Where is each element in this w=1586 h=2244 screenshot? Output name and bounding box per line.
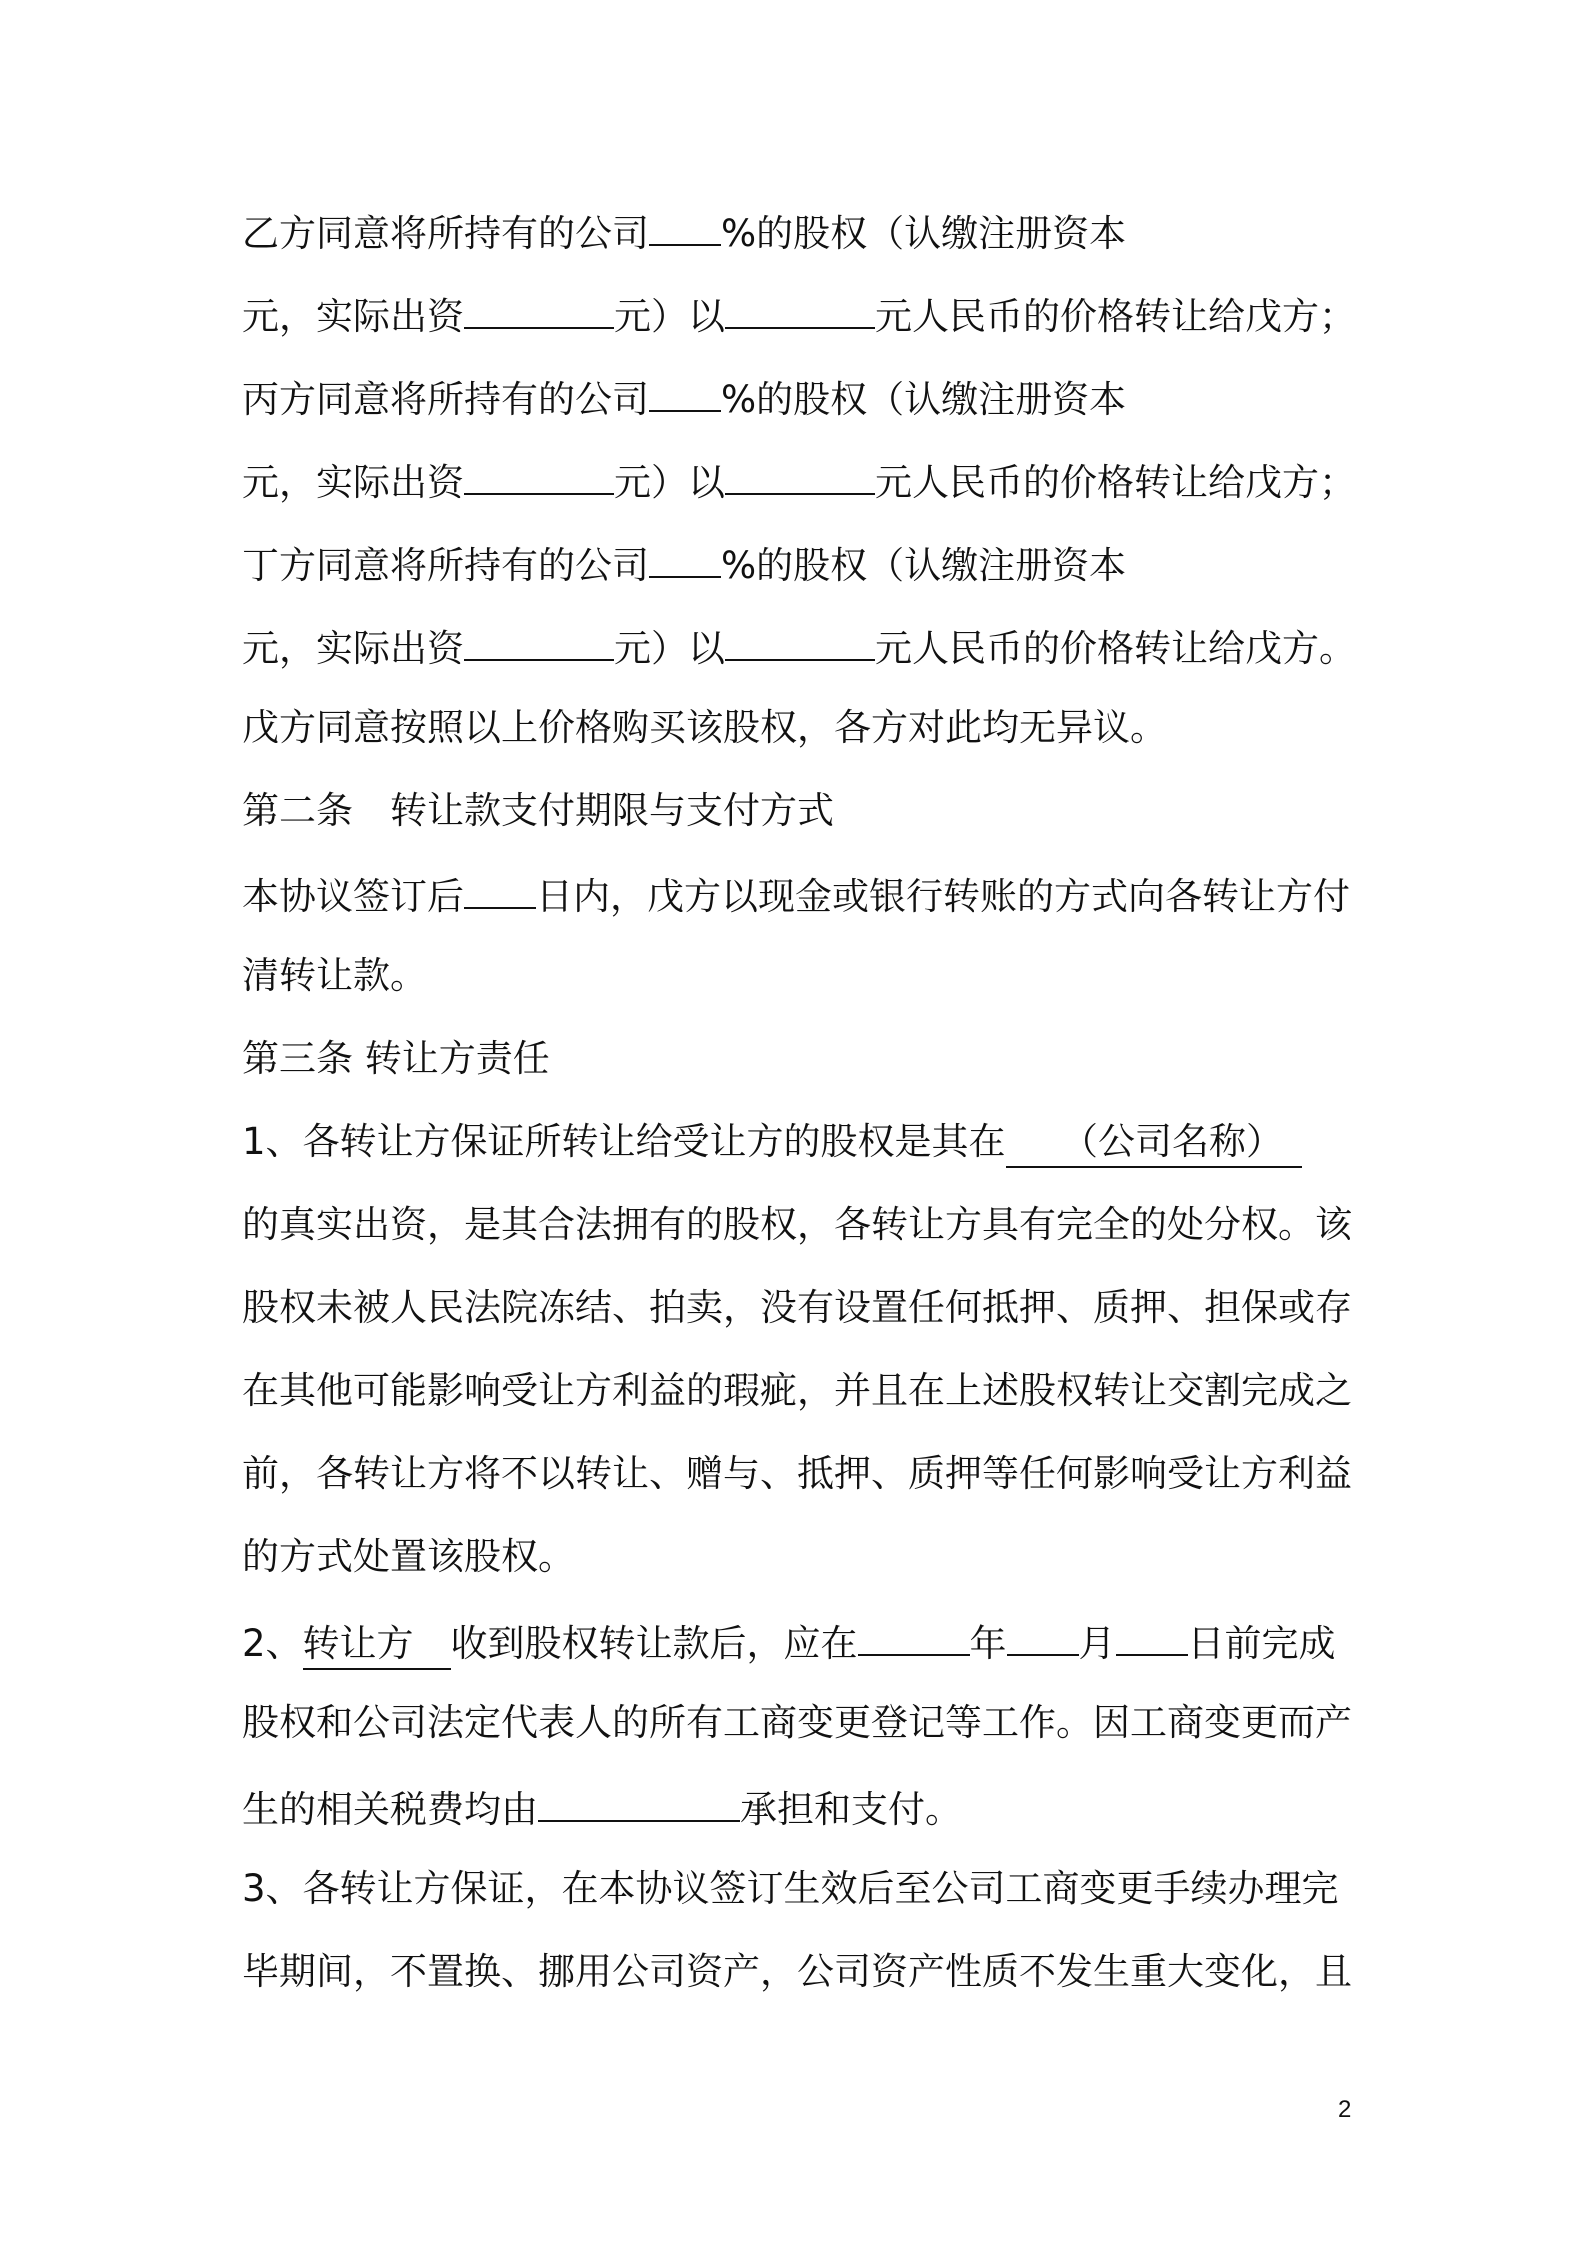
fill-in-blank <box>725 449 875 495</box>
fill-in-blank <box>725 283 875 329</box>
fill-in-blank <box>464 283 614 329</box>
page-number: 2 <box>1338 2096 1352 2123</box>
text-segment: 日内，戊方以现金或银行转账的方式向各转让方付 <box>536 875 1350 918</box>
text-line <box>242 1942 1352 2002</box>
text-segment: 丁方同意将所持有的公司 <box>242 544 649 587</box>
text-segment: 在其他可能影响受让方利益的瑕疵，并且在上述股权转让交割完成之 <box>242 1369 1352 1412</box>
text-segment: 收到股权转让款后，应在 <box>450 1622 858 1665</box>
text-line <box>242 615 1356 675</box>
text-segment: %的股权（认缴注册资本 <box>721 544 1127 587</box>
text-line <box>242 1195 1352 1255</box>
text-segment: 3、各转让方保证，在本协议签订生效后至公司工商变更手续办理完 <box>242 1867 1339 1910</box>
fill-in-blank <box>858 1610 970 1656</box>
fill-in-blank <box>725 615 875 661</box>
text-segment: 的真实出资，是其合法拥有的股权，各转让方具有完全的处分权。该 <box>242 1203 1352 1246</box>
text-segment: 元）以 <box>614 627 725 670</box>
text-segment: 月 <box>1078 1622 1116 1665</box>
text-segment: %的股权（认缴注册资本 <box>721 378 1127 421</box>
fill-in-blank <box>649 200 721 246</box>
text-segment: 元人民币的价格转让给戊方； <box>875 461 1356 504</box>
fill-in-blank <box>464 615 614 661</box>
text-segment: 年 <box>969 1622 1007 1665</box>
text-line <box>242 781 834 841</box>
fill-in-blank <box>538 1776 740 1822</box>
text-line <box>242 863 1350 923</box>
text-segment: 丙方同意将所持有的公司 <box>242 378 649 421</box>
text-segment: 元，实际出资 <box>242 627 464 670</box>
fill-in-blank <box>464 449 614 495</box>
text-segment: 前，各转让方将不以转让、赠与、抵押、质押等任何影响受让方利益 <box>242 1452 1352 1495</box>
text-line <box>242 449 1356 509</box>
text-segment: %的股权（认缴注册资本 <box>721 212 1127 255</box>
text-segment: 1、各转让方保证所转让给受让方的股权是其在 <box>242 1120 1006 1163</box>
text-segment: 元）以 <box>614 295 725 338</box>
text-segment: 元）以 <box>614 461 725 504</box>
text-segment: 乙方同意将所持有的公司 <box>242 212 649 255</box>
fill-in-blank <box>649 366 721 412</box>
text-segment: 第三条 转让方责任 <box>242 1037 550 1080</box>
text-line <box>242 1693 1352 1753</box>
text-line <box>242 366 1126 426</box>
text-line <box>242 1278 1352 1338</box>
text-line <box>242 1029 550 1089</box>
text-line <box>242 200 1126 260</box>
text-line <box>242 1776 962 1836</box>
text-segment: 股权和公司法定代表人的所有工商变更登记等工作。因工商变更而产 <box>242 1701 1352 1744</box>
fill-in-blank <box>464 863 536 909</box>
text-segment: 戊方同意按照以上价格购买该股权，各方对此均无异议。 <box>242 706 1167 749</box>
text-segment: 本协议签订后 <box>242 875 464 918</box>
text-segment: 第二条 转让款支付期限与支付方式 <box>242 789 834 832</box>
text-segment: 元人民币的价格转让给戊方。 <box>875 627 1356 670</box>
underlined-text: 转让方 <box>303 1620 451 1670</box>
text-line <box>242 1610 1336 1670</box>
text-segment: 承担和支付。 <box>740 1788 962 1831</box>
text-segment: 清转让款。 <box>242 954 427 997</box>
text-line <box>242 1444 1352 1504</box>
text-segment: 毕期间，不置换、挪用公司资产，公司资产性质不发生重大变化，且 <box>242 1950 1352 1993</box>
text-segment: 日前完成 <box>1187 1622 1336 1665</box>
text-segment: 元，实际出资 <box>242 461 464 504</box>
text-segment: 生的相关税费均由 <box>242 1788 538 1831</box>
text-line <box>242 1527 575 1587</box>
text-line <box>242 532 1126 592</box>
text-line <box>242 1859 1339 1919</box>
text-segment: 元，实际出资 <box>242 295 464 338</box>
fill-in-blank <box>649 532 721 578</box>
text-segment: 元人民币的价格转让给戊方； <box>875 295 1356 338</box>
text-line <box>242 283 1356 343</box>
fill-in-blank <box>1116 1610 1188 1656</box>
text-line <box>242 1112 1302 1172</box>
text-line <box>242 698 1167 758</box>
underlined-text: （公司名称） <box>1006 1118 1302 1168</box>
text-line <box>242 1361 1352 1421</box>
text-segment: 的方式处置该股权。 <box>242 1535 575 1578</box>
text-line <box>242 946 427 1006</box>
fill-in-blank <box>1007 1610 1079 1656</box>
text-segment: 股权未被人民法院冻结、拍卖，没有设置任何抵押、质押、担保或存 <box>242 1286 1352 1329</box>
text-segment: 2、 <box>242 1622 303 1665</box>
